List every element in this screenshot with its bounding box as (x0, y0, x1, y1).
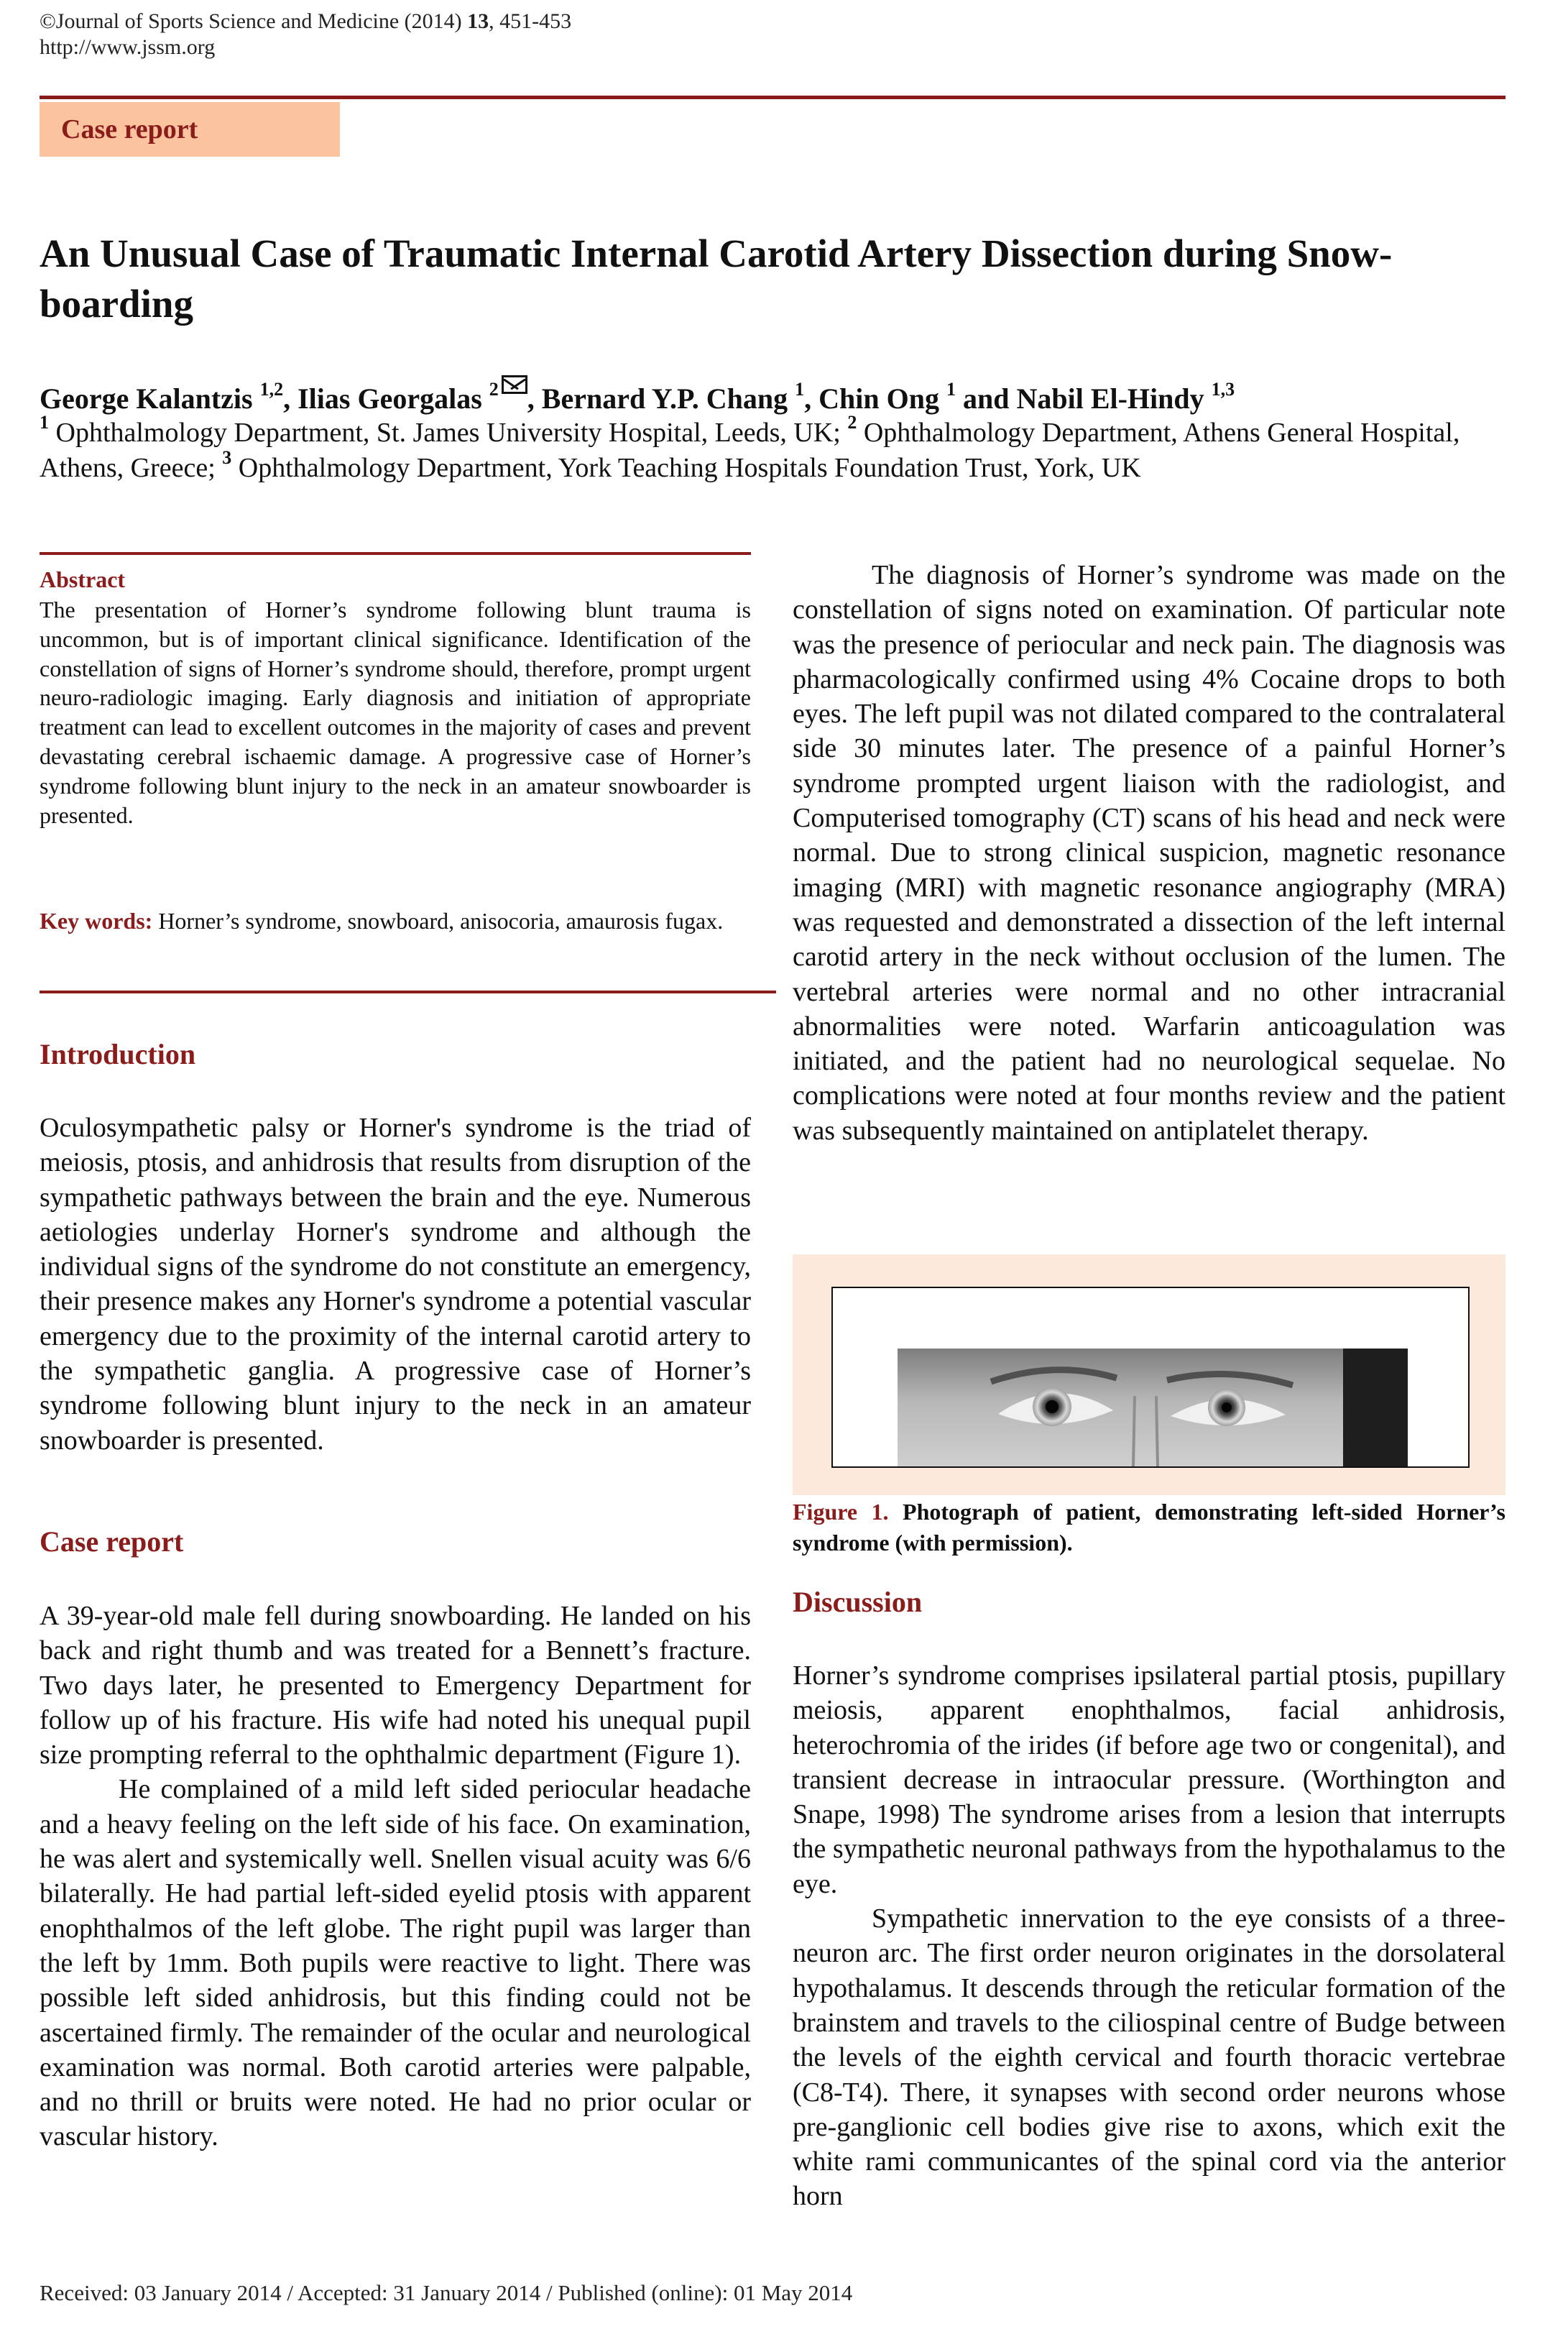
paragraph: Sympathetic innervation to the eye consists of a three-neuron arc. The first order neuron originates in the dorsolateral hypothalamus. It descends through the reticular formation of the brainstem and travels to the ciliospinal centre of Budge between the levels of the eighth cervical and fourth thoracic vertebrae (C8-T4). There, it synapses with second order neurons whose pre-ganglionic cell bodies give rise to axons, which exit the white rami communicantes of the spinal cord via the anterior horn (793, 1903, 1505, 2212)
journal-header (40, 9, 571, 60)
figure-caption (793, 1497, 1505, 1558)
paragraph: The diagnosis of Horner’s syndrome was made on the constellation of signs noted on examination. Of particular note was the presence of periocular and neck pain. The diagnosis was pharmacologically confirmed using 4% Cocaine drops to both eyes. The left pupil was not dilated compared to the contralateral side 30 minutes later. The presence of a painful Horner’s syndrome prompted urgent liaison with the radiologist, and Computerised tomography (CT) scans of his head and neck were normal. Due to strong clinical suspicion, magnetic resonance imaging (MRI) with magnetic resonance angiography (MRA) was requested and demonstrated a dissection of the left internal carotid artery in the neck without occlusion of the lumen. The vertebral arteries were normal and no other intracranial abnormalities were noted. Warfarin anticoagulation was initiated, and the patient had no neurological sequelae. No complications were noted at four months review and the patient was subsequently maintained on antiplatelet therapy. (793, 560, 1505, 1146)
header-rule (40, 96, 1505, 99)
author: Chin Ong $^1$ and (818, 379, 1017, 415)
paragraph: Horner’s syndrome comprises ipsilateral partial ptosis, pupillary meiosis, apparent enophthalmos, facial anhidrosis, heterochromia of the irides (if before age two or congenital), and transient decrease in intraocular pressure. (Worthington and Snape, 1998) The syndrome arises from a lesion that interrupts the sympathetic neuronal pathways from the hypothalamus to the eye. (793, 1660, 1505, 1899)
journal-citation (40, 9, 571, 35)
patient-eyes-photo (833, 1288, 1468, 1466)
figure-label: Figure 1. (793, 1499, 889, 1525)
envelope-icon[interactable] (502, 375, 527, 394)
abstract-heading: Abstract (40, 566, 126, 592)
article-type-tag: Case report (40, 102, 340, 157)
author: Bernard Y.P. Chang $^1$, (541, 379, 819, 415)
diagnosis-text (793, 558, 1505, 1148)
abstract-text: The presentation of Horner’s syndrome following blunt trauma is uncommon, but is of important clinical significance. Identification of the constellation of signs of Horner’s syndrome should, therefore, prompt urgent neuro-radiologic imaging. Early diagnosis and initiation of appropriate treatment can lead to excellent outcomes in the majority of cases and prevent devastating cerebral ischaemic damage. A progressive case of Horner’s syndrome following blunt injury to the neck in an amateur snowboarder is presented. (40, 597, 751, 828)
article-title: An Unusual Case of Traumatic Internal Carotid Artery Dissection during Snow-boarding (40, 231, 1393, 326)
abstract-bottom-rule (40, 991, 776, 993)
author: Nabil El-Hindy $^{1,3}$ (1016, 379, 1235, 415)
discussion-text (793, 1658, 1505, 2214)
publication-dates: Received: 03 January 2014 / Accepted: 31 January 2014 / Published (online): 01 May 2014 (40, 2280, 853, 2305)
keywords-label: Key words: (40, 908, 153, 934)
discussion-heading: Discussion (793, 1586, 923, 1618)
case-report-text (40, 1599, 751, 2154)
author: George Kalantzis $^{1,2}$, (40, 379, 298, 415)
journal-name: ©Journal of Sports Science and Medicine (2014) (40, 9, 468, 33)
keywords (40, 906, 751, 936)
case-report-heading: Case report (40, 1525, 184, 1558)
keywords-text: Horner’s syndrome, snowboard, anisocoria, amaurosis fugax. (152, 908, 724, 934)
figure-caption-text: Photograph of patient, demonstrating left-sided Horner’s syndrome (with permission). (793, 1499, 1506, 1556)
journal-pages: , 451-453 (489, 9, 572, 33)
figure-frame (831, 1287, 1470, 1468)
paragraph: He complained of a mild left sided periocular headache and a heavy feeling on the left side of his face. On examination, he was alert and systemically well. Snellen visual acuity was 6/6 bilaterally. He had partial left-sided eyelid ptosis with apparent enophthalmos of the left globe. The right pupil was larger than the left by 1mm. Both pupils were reactive to light. There was possible left sided anhidrosis, but this finding could not be ascertained firmly. The remainder of the ocular and neurological examination was normal. Both carotid arteries were palpable, and no thrill or bruits were noted. He had no prior ocular or vascular history. (40, 1774, 751, 2152)
abstract-top-rule (40, 552, 751, 555)
introduction-text: Oculosympathetic palsy or Horner's syndrome is the triad of meiosis, ptosis, and anhidrosis that results from disruption of the sympathetic pathways between the brain and the eye. Numerous aetiologies underlay Horner's syndrome and although the individual signs of the syndrome do not constitute an emergency, their presence makes any Horner's syndrome a potential vascular emergency due to the proximity of the internal carotid artery to the sympathetic ganglia. A progressive case of Horner’s syndrome following blunt injury to the neck in an amateur snowboarder is presented. (40, 1113, 751, 1456)
affiliations: $^1$ Ophthalmology Department, St. James University Hospital, Leeds, UK; $^2$ Ophthalmology Department, Athens General Hospital, Athens, Greece; $^3$ Ophthalmology Department, York Teaching Hospitals Foundation Trust, York, UK (40, 412, 1460, 483)
introduction-heading: Introduction (40, 1038, 196, 1070)
author: Ilias Georgalas $^2$ , (298, 382, 542, 415)
journal-volume: 13 (467, 9, 489, 33)
journal-url[interactable]: http://www.jssm.org (40, 35, 216, 59)
author-list (40, 375, 1513, 417)
paragraph: A 39-year-old male fell during snowboarding. He landed on his back and right thumb and was treated for a Bennett’s fracture. Two days later, he presented to Emergency Department for follow up of his fracture. His wife had noted his unequal pupil size prompting referral to the ophthalmic department (Figure 1). (40, 1601, 751, 1770)
